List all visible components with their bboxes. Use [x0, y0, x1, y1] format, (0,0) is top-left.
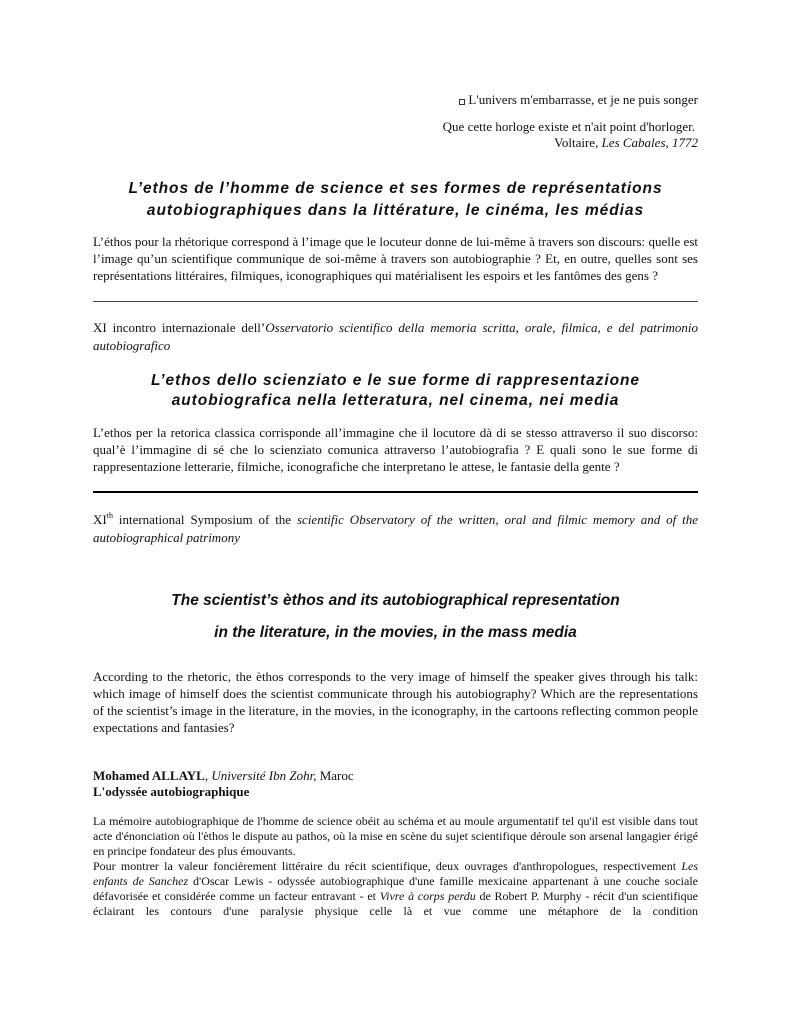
- italian-abstract: L’ethos per la retorica classica corrisponde all’immagine che il locutore dà di se stesso attraverso il suo discorso: qual’è l’immagine di sé che lo scienziato comunica attraverso l’autobiografia ? E quali sono le sue forme di rappresentazione letterarie, filmiche, iconografiche che interpretano le attese, le fantasie della gente ?: [93, 425, 698, 474]
- english-event-number: XI: [93, 512, 107, 527]
- italian-event-line: [93, 319, 698, 355]
- italian-title: [93, 371, 698, 411]
- author-name: Mohamed ALLAYL: [93, 768, 205, 783]
- author-separator: ,: [204, 768, 212, 783]
- italian-event-name: Osservatorio scientifico della memoria scritta, orale, filmica, e del patrimonio autobiografico: [93, 320, 698, 353]
- italian-title-line: L’ethos dello scienziato e le sue forme di rappresentazione: [150, 372, 640, 389]
- book-title: Les enfants de Sanchez: [93, 859, 698, 888]
- english-event-prefix: international Symposium of the: [112, 512, 297, 527]
- epigraph-work: Les Cabales, 1772: [601, 135, 698, 150]
- contribution-paragraph: [93, 859, 698, 919]
- contribution-body: [93, 814, 698, 919]
- italian-event-prefix: XI incontro internazionale dell’: [93, 320, 266, 335]
- italian-title-line: autobiografica nella letteratura, nel cinema, nei media: [171, 392, 620, 409]
- book-title: Vivre à corps perdu: [379, 889, 476, 903]
- author-affiliation: Université Ibn Zohr,: [211, 768, 317, 783]
- epigraph-text-1: L'univers m'embarrasse, et je ne puis songer: [468, 92, 698, 107]
- epigraph-line-1: [459, 92, 698, 108]
- epigraph-line-2: Que cette horloge existe et n'ait point d'horloger.: [442, 119, 695, 134]
- english-abstract: According to the rhetoric, the èthos corresponds to the very image of himself the speaker gives through his talk: which image of himself does the scientist communicate through his autobiography? Which are the representations of the scientist’s image in the literature, in the movies, in the iconography, in the cartoons reflecting common people expectations and fantasies?: [93, 669, 698, 735]
- french-title-line: L’ethos de l’homme de science et ses formes de représentations: [128, 180, 663, 197]
- epigraph-author: Voltaire,: [554, 135, 602, 150]
- square-marker-icon: [459, 99, 465, 105]
- english-title-line: The scientist’s èthos and its autobiographical representation: [171, 592, 620, 609]
- paragraph-segment: Pour montrer la valeur foncièrement littéraire du récit scientifique, deux ouvrages d'anthropologues, respectivement: [93, 859, 682, 873]
- paragraph-segment: de Robert P. Murphy - récit d'un scientifique éclairant les contours d'une paralysie physique celle là et vue comme une métaphore de la condition: [93, 889, 698, 918]
- english-event-name: scientific Observatory of the written, oral and filmic memory and of the autobiographical patrimony: [93, 512, 698, 545]
- contribution-author-line: [93, 768, 698, 784]
- english-event-number-suffix: th: [106, 511, 113, 520]
- epigraph-attribution: [554, 135, 698, 151]
- english-title-line: in the literature, in the movies, in the mass media: [214, 624, 577, 641]
- english-event-line: [93, 511, 698, 547]
- section-divider: [93, 301, 698, 302]
- paragraph-segment: d'Oscar Lewis - odyssée autobiographique d'une famille mexicaine appartenant à une couche sociale défavorisée et considérée comme un facteur entravant - et: [93, 874, 698, 903]
- french-title-line: autobiographiques dans la littérature, le cinéma, les médias: [146, 202, 645, 219]
- contribution-title: L'odyssée autobiographique: [93, 784, 250, 799]
- author-country: Maroc: [316, 768, 354, 783]
- section-divider-thick: [93, 491, 698, 493]
- french-title: [93, 178, 698, 222]
- contribution-paragraph: La mémoire autobiographique de l'homme de science obéit au schéma et au moule argumentatif tel qu'il est visible dans tout acte d'énonciation où l'èthos le dispute au pathos, où la mise en scène du sujet scientifique déroule son arsenal langagier érigé en principe fondateur des plus émouvants.: [93, 814, 698, 858]
- french-abstract: L’éthos pour la rhétorique correspond à l’image que le locuteur donne de lui-même à travers son discours: quelle est l’image qu’un scientifique communique de soi-même à travers son autobiographie ? Et, en outre, quelles sont ses représentations littéraires, filmiques, iconographiques qui matérialisent les espoirs et les fantômes des gens ?: [93, 234, 698, 283]
